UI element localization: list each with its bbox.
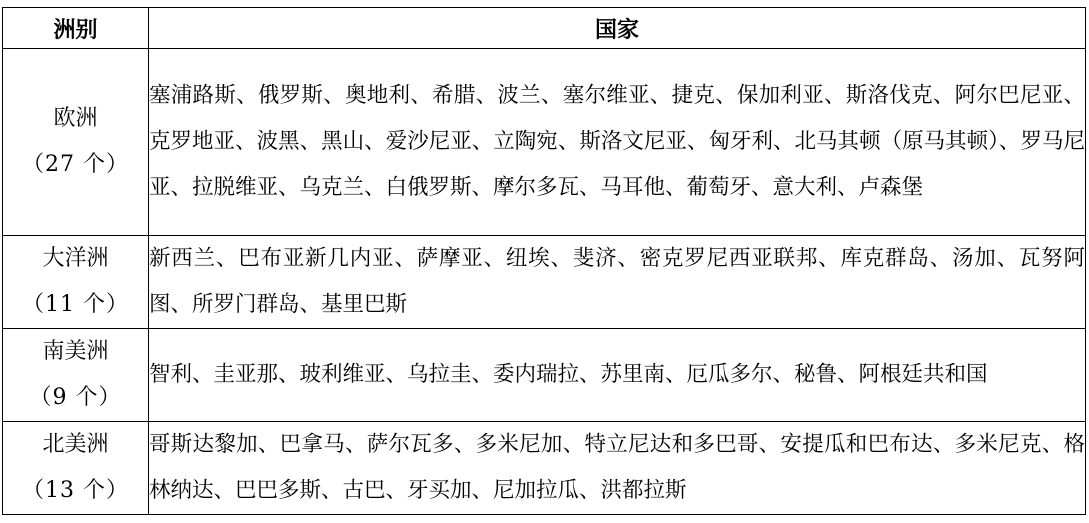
continent-cell xyxy=(3,329,149,422)
continent-cell xyxy=(3,236,149,329)
continent-name: 欧洲 xyxy=(53,106,98,131)
countries-list: 新西兰、巴布亚新几内亚、萨摩亚、纽埃、斐济、密克罗尼西亚联邦、库克群岛、汤加、瓦努阿图、所罗门群岛、基里巴斯 xyxy=(149,236,1086,329)
continent-cell xyxy=(3,422,149,515)
header-countries: 国家 xyxy=(149,8,1086,49)
continent-name: 南美洲 xyxy=(42,339,109,364)
continent-name: 北美洲 xyxy=(42,432,109,457)
country-count: （11 个） xyxy=(22,292,129,317)
table-row xyxy=(3,422,1086,515)
countries-list: 哥斯达黎加、巴拿马、萨尔瓦多、多米尼加、特立尼达和多巴哥、安提瓜和巴布达、多米尼克、格林纳达、巴巴多斯、古巴、牙买加、尼加拉瓜、洪都拉斯 xyxy=(149,422,1086,515)
countries-list: 塞浦路斯、俄罗斯、奥地利、希腊、波兰、塞尔维亚、捷克、保加利亚、斯洛伐克、阿尔巴尼亚、克罗地亚、波黑、黑山、爱沙尼亚、立陶宛、斯洛文尼亚、匈牙利、北马其顿（原马其顿）、罗马尼亚、拉脱维亚、乌克兰、白俄罗斯、摩尔多瓦、马耳他、葡萄牙、意大利、卢森堡 xyxy=(149,49,1086,236)
continent-cell xyxy=(3,49,149,236)
country-count: （13 个） xyxy=(22,478,129,503)
table-row xyxy=(3,49,1086,236)
table-row xyxy=(3,236,1086,329)
country-count: （9 个） xyxy=(29,385,122,410)
continent-name: 大洋洲 xyxy=(42,246,109,271)
table-row xyxy=(3,329,1086,422)
countries-by-continent-table xyxy=(2,7,1086,515)
country-count: （27 个） xyxy=(22,152,129,177)
table-header-row xyxy=(3,8,1086,49)
header-continent: 洲别 xyxy=(3,8,149,49)
countries-list: 智利、圭亚那、玻利维亚、乌拉圭、委内瑞拉、苏里南、厄瓜多尔、秘鲁、阿根廷共和国 xyxy=(149,329,1086,422)
